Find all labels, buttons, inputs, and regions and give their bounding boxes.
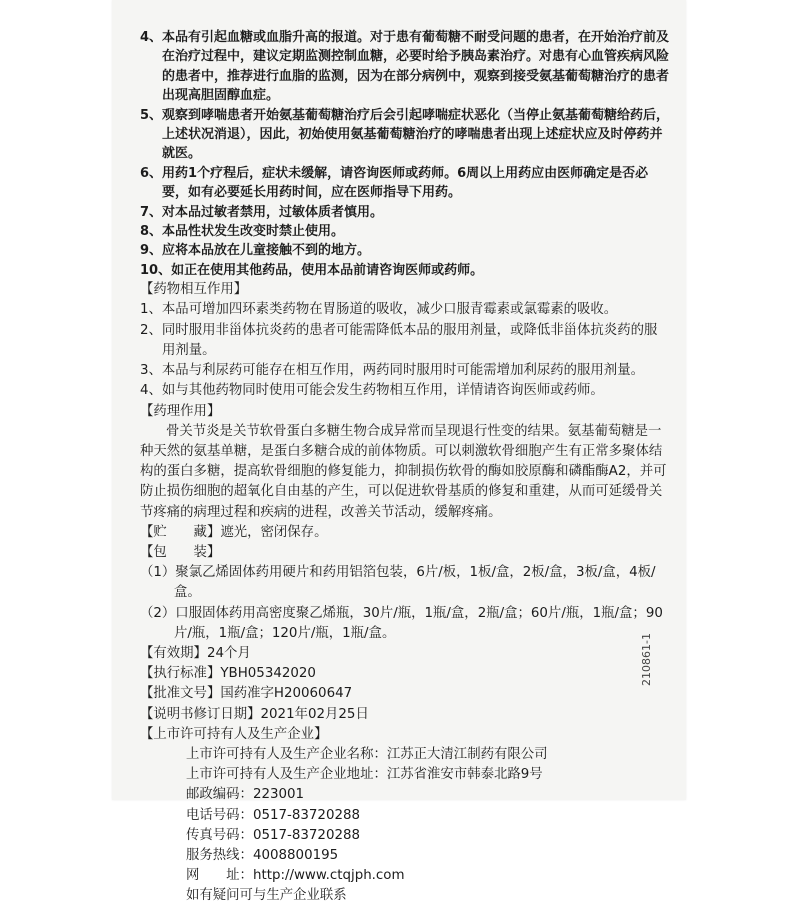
leaflet-content [140, 28, 670, 907]
phone-row [140, 806, 670, 826]
hotline-value: 4008800195 [252, 847, 339, 863]
standard-value: YBH05342020 [220, 666, 316, 682]
precaution-item: 7、对本品过敏者禁用，过敏体质者慎用。 [140, 204, 384, 220]
contact-note: 如有疑问可与生产企业联系 [186, 888, 347, 904]
interaction-item: 3、本品与利尿药可能存在相互作用，两药同时服用时可能需增加利尿药的服用剂量。 [140, 363, 644, 379]
validity-value: 24个月 [206, 645, 251, 661]
interactions-heading: 【药物相互作用】 [140, 282, 248, 298]
phone-label: 电话号码： [186, 807, 253, 823]
precaution-item: 10、如正在使用其他药品，使用本品前请咨询医师或药师。 [140, 262, 484, 278]
interaction-item: 2、同时服用非甾体抗炎药的患者可能需降低本品的服用剂量，或降低非甾体抗炎药的服用剂量。 [140, 322, 658, 358]
manufacturer-address-label: 上市许可持有人及生产企业地址： [186, 767, 387, 783]
packaging-item: （1）聚氯乙烯固体药用硬片和药用铝箔包装，6片/板，1板/盒，2板/盒，3板/盒，4板/盒。 [140, 565, 656, 601]
interaction-item: 1、本品可增加四环素类药物在胃肠道的吸收，减少口服青霉素或氯霉素的吸收。 [140, 302, 618, 318]
fax-row [140, 826, 670, 846]
interaction-item: 4、如与其他药物同时使用可能会发生药物相互作用，详情请咨询医师或药师。 [140, 383, 604, 399]
fax-value: 0517-83720288 [252, 827, 361, 843]
storage-value: 遮光，密闭保存。 [220, 524, 328, 540]
storage-row [140, 523, 670, 543]
revision-heading: 【说明书修订日期】 [140, 706, 261, 722]
side-code: 210861-1 [640, 633, 653, 686]
hotline-label: 服务热线： [186, 847, 253, 863]
pharmacology-heading: 【药理作用】 [140, 403, 221, 419]
fax-label: 传真号码： [186, 827, 253, 843]
manufacturer-address: 江苏省淮安市韩泰北路9号 [386, 767, 543, 783]
website-label: 网 址： [186, 868, 253, 884]
precaution-item: 6、用药1个疗程后，症状未缓解，请咨询医师或药师。6周以上用药应由医师确定是否必要，如有必要延长用药时间，应在医师指导下用药。 [140, 165, 649, 201]
postcode-label: 邮政编码： [186, 787, 253, 803]
manufacturer-heading: 【上市许可持有人及生产企业】 [140, 726, 328, 742]
manufacturer-name-row [140, 745, 670, 765]
hotline-row [140, 846, 670, 866]
approval-value: 国药准字H20060647 [220, 686, 353, 702]
manufacturer-name-label: 上市许可持有人及生产企业名称： [186, 746, 387, 762]
pharmacology-text: 骨关节炎是关节软骨蛋白多糖生物合成异常而呈现退行性变的结果。氨基葡萄糖是一种天然的氨基单糖，是蛋白多糖合成的前体物质。可以刺激软骨细胞产生有正常多聚体结构的蛋白多糖，提高软骨细胞的修复能力，抑制损伤软骨的酶如胶原酶和磷酯酶A2，并可防止损伤细胞的超氧化自由基的产生，可以促进软骨基质的修复和重建，从而可延缓骨关节疼痛的病理过程和疾病的进程，改善关节活动，缓解疼痛。 [140, 423, 667, 520]
validity-heading: 【有效期】 [140, 645, 207, 661]
approval-heading: 【批准文号】 [140, 686, 221, 702]
standard-row [140, 664, 670, 684]
precaution-item: 5、观察到哮喘患者开始氨基葡萄糖治疗后会引起哮喘症状恶化（当停止氨基葡萄糖给药后，上述状况消退），因此，初始使用氨基葡萄糖治疗的哮喘患者出现上述症状应及时停药并就医。 [140, 107, 670, 162]
precaution-item: 8、本品性状发生改变时禁止使用。 [140, 224, 345, 240]
manufacturer-address-row [140, 765, 670, 785]
postcode-row [140, 785, 670, 805]
revision-value: 2021年02月25日 [260, 706, 369, 722]
packaging-item: （2）口服固体药用高密度聚乙烯瓶，30片/瓶，1瓶/盒，2瓶/盒；60片/瓶，1瓶/盒；90片/瓶，1瓶/盒；120片/瓶，1瓶/盒。 [140, 605, 663, 641]
precaution-item: 4、本品有引起血糖或血脂升高的报道。对于患有葡萄糖不耐受问题的患者，在开始治疗前及在治疗过程中，建议定期监测控制血糖，必要时给予胰岛素治疗。对患有心血管疾病风险的患者中，推荐进行血脂的监测，因为在部分病例中，观察到接受氨基葡萄糖治疗的患者出现高胆固醇血症。 [140, 30, 670, 104]
storage-heading: 【贮 藏】 [140, 524, 221, 540]
manufacturer-name: 江苏正大清江制药有限公司 [386, 746, 548, 762]
website-row [140, 866, 670, 886]
packaging-heading: 【包 装】 [140, 544, 221, 560]
revision-row [140, 705, 670, 725]
precaution-item: 9、应将本品放在儿童接触不到的地方。 [140, 243, 371, 259]
approval-row [140, 684, 670, 704]
website-value: http://www.ctqjph.com [252, 868, 405, 884]
standard-heading: 【执行标准】 [140, 666, 221, 682]
postcode-value: 223001 [252, 787, 305, 803]
phone-value: 0517-83720288 [252, 807, 361, 823]
validity-row [140, 644, 670, 664]
